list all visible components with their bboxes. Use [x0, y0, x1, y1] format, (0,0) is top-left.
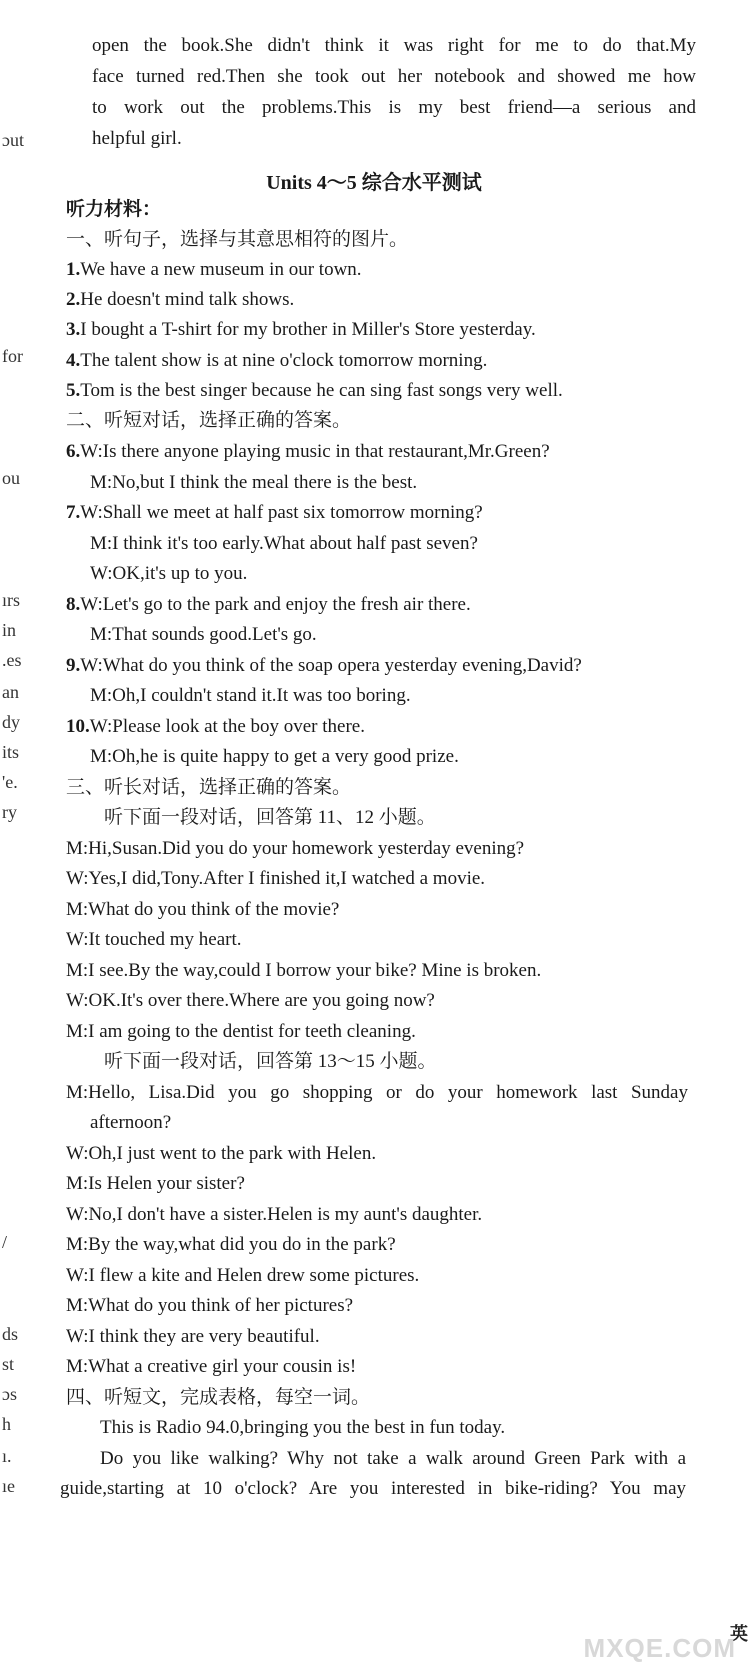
margin-fragment: /: [2, 1232, 8, 1252]
dialog-text: M:That sounds good.Let's go.: [90, 624, 317, 645]
watermark: MXQE.COM: [583, 1633, 736, 1663]
question-number: 3.: [66, 319, 81, 340]
question-item: [66, 318, 536, 342]
dialog-line: M:What a creative girl your cousin is!: [66, 1356, 357, 1377]
question-item: [66, 288, 294, 312]
question-item: [66, 349, 487, 373]
dialog-line: [90, 745, 459, 769]
dialog-line: W:It touched my heart.: [66, 929, 242, 950]
listening-heading: 听力材料：: [66, 199, 162, 220]
passage-line: guide,starting at 10 o'clock? Are you interested in bike-riding? You may: [60, 1478, 686, 1499]
section4-heading: 四、听短文，完成表格，每空一词。: [66, 1387, 371, 1408]
question-number: 7.: [66, 502, 81, 523]
dialog-line: M:I am going to the dentist for teeth cleaning.: [66, 1021, 416, 1042]
passage-line: This is Radio 94.0,bringing you the best in fun today.: [100, 1417, 506, 1438]
margin-fragment: ı.: [2, 1446, 12, 1466]
question-item: [66, 379, 563, 403]
dialog-line: [90, 684, 411, 708]
margin-fragment: an: [2, 682, 19, 702]
paragraph-line: face turned red.Then she took out her notebook and showed me how: [92, 66, 696, 87]
margin-fragment: ɔut: [2, 130, 24, 150]
dialog-line: M:By the way,what did you do in the park?: [66, 1234, 396, 1255]
dialog-line: afternoon?: [90, 1112, 172, 1133]
question-text: Tom is the best singer because he can sing fast songs very well.: [80, 380, 563, 401]
dialog-text: M:I think it's too early.What about half past seven?: [90, 533, 478, 554]
dialog-line: M:What do you think of her pictures?: [66, 1295, 354, 1316]
section3-heading: 三、听长对话，选择正确的答案。: [66, 777, 352, 798]
section2-heading: 二、听短对话，选择正确的答案。: [66, 410, 352, 431]
margin-fragment: ırs: [2, 590, 20, 610]
dialog-line: [90, 623, 317, 647]
question-number: 1.: [66, 259, 81, 280]
dialog-line: [66, 654, 582, 678]
dialog-text: M:Oh,I couldn't stand it.It was too boring.: [90, 685, 411, 706]
dialog-line: [90, 471, 417, 495]
question-text: The talent show is at nine o'clock tomorrow morning.: [80, 350, 488, 371]
dialog-line: [66, 501, 483, 525]
dialog-line: W:Yes,I did,Tony.After I finished it,I watched a movie.: [66, 868, 486, 889]
dialog-text: W:OK,it's up to you.: [90, 563, 248, 584]
margin-fragment: .es: [2, 650, 22, 670]
question-item: [66, 258, 362, 282]
dialog-text: W:Shall we meet at half past six tomorrow morning?: [80, 502, 483, 523]
dialog-text: M:Oh,he is quite happy to get a very good prize.: [90, 746, 459, 767]
margin-fragment: in: [2, 620, 17, 640]
dialog-line: [66, 715, 365, 739]
dialog-line: [90, 532, 478, 556]
question-number: 5.: [66, 380, 81, 401]
paragraph-line: helpful girl.: [92, 128, 182, 149]
dialog-intro: 听下面一段对话，回答第 13～15 小题。: [104, 1051, 437, 1072]
question-number: 8.: [66, 594, 81, 615]
question-text: We have a new museum in our town.: [80, 259, 362, 280]
dialog-line: M:What do you think of the movie?: [66, 899, 340, 920]
dialog-line: [90, 562, 247, 586]
dialog-intro: 听下面一段对话，回答第 11、12 小题。: [104, 807, 436, 828]
margin-fragment: ɔs: [2, 1384, 17, 1404]
question-number: 10.: [66, 716, 90, 737]
dialog-line: M:Hello, Lisa.Did you go shopping or do your homework last Sunday: [66, 1082, 688, 1103]
question-number: 2.: [66, 289, 81, 310]
margin-fragment: for: [2, 346, 23, 366]
paragraph-line: to work out the problems.This is my best friend—a serious and: [92, 97, 696, 118]
dialog-text: W:Let's go to the park and enjoy the fresh air there.: [80, 594, 471, 615]
passage-line: Do you like walking? Why not take a walk around Green Park with a: [100, 1448, 686, 1469]
dialog-text: W:What do you think of the soap opera yesterday evening,David?: [80, 655, 582, 676]
question-number: 4.: [66, 350, 81, 371]
paragraph-line: open the book.She didn't think it was right for me to do that.My: [92, 35, 696, 56]
corner-character: 英: [730, 1624, 748, 1644]
dialog-line: [66, 593, 471, 617]
dialog-line: W:OK.It's over there.Where are you going now?: [66, 990, 435, 1011]
dialog-text: W:Please look at the boy over there.: [89, 716, 365, 737]
margin-fragment: ds: [2, 1324, 19, 1344]
dialog-line: M:Is Helen your sister?: [66, 1173, 245, 1194]
dialog-line: W:Oh,I just went to the park with Helen.: [66, 1143, 377, 1164]
margin-fragment: ou: [2, 468, 20, 488]
margin-fragment: its: [2, 742, 20, 762]
dialog-text: M:No,but I think the meal there is the best.: [90, 472, 418, 493]
margin-fragment: ry: [2, 802, 17, 822]
dialog-line: W:No,I don't have a sister.Helen is my aunt's daughter.: [66, 1204, 483, 1225]
dialog-text: W:Is there anyone playing music in that restaurant,Mr.Green?: [80, 441, 550, 462]
question-text: I bought a T-shirt for my brother in Miller's Store yesterday.: [80, 319, 536, 340]
dialog-line: M:I see.By the way,could I borrow your bike? Mine is broken.: [66, 960, 542, 981]
margin-fragment: 'e.: [2, 772, 18, 792]
section1-heading: 一、听句子，选择与其意思相符的图片。: [66, 229, 409, 250]
question-number: 6.: [66, 441, 81, 462]
dialog-line: W:I think they are very beautiful.: [66, 1326, 320, 1347]
question-number: 9.: [66, 655, 81, 676]
dialog-line: [66, 440, 550, 464]
dialog-line: M:Hi,Susan.Did you do your homework yesterday evening?: [66, 838, 525, 859]
margin-fragment: dy: [2, 712, 20, 732]
page-title: Units 4～5 综合水平测试: [266, 172, 482, 194]
margin-fragment: st: [2, 1354, 15, 1374]
margin-fragment: ıe: [2, 1476, 15, 1496]
margin-fragment: h: [2, 1414, 11, 1434]
dialog-line: W:I flew a kite and Helen drew some pictures.: [66, 1265, 420, 1286]
question-text: He doesn't mind talk shows.: [80, 289, 295, 310]
